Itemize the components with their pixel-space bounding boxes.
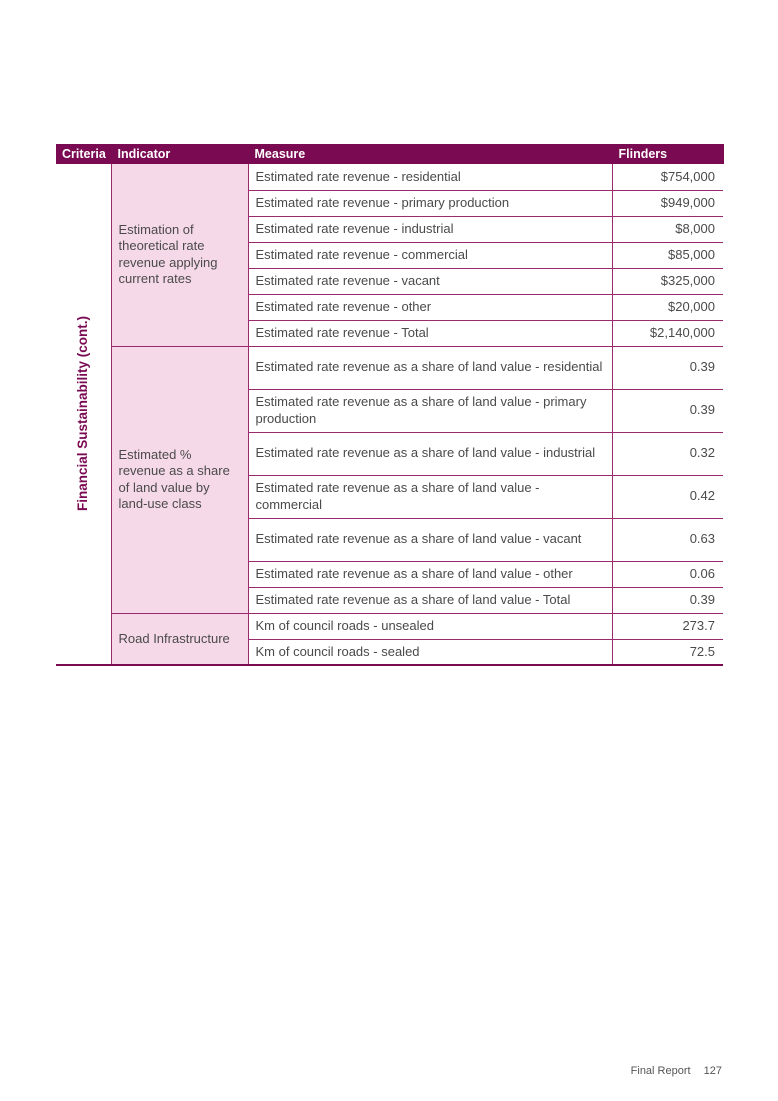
header-measure: Measure — [248, 144, 612, 164]
measure-cell: Estimated rate revenue as a share of land value - Total — [248, 587, 612, 613]
value-cell: $8,000 — [612, 216, 723, 242]
value-cell: 0.39 — [612, 389, 723, 432]
measure-cell: Estimated rate revenue as a share of land value - vacant — [248, 518, 612, 561]
data-table — [56, 144, 724, 666]
value-cell: 0.06 — [612, 561, 723, 587]
value-cell: 0.39 — [612, 346, 723, 389]
indicator-cell: Estimated % revenue as a share of land value by land-use class — [111, 346, 248, 613]
value-cell: $2,140,000 — [612, 320, 723, 346]
value-cell: $20,000 — [612, 294, 723, 320]
measure-cell: Estimated rate revenue as a share of land value - commercial — [248, 475, 612, 518]
header-criteria: Criteria — [56, 144, 111, 164]
criteria-cell — [56, 164, 111, 665]
measure-cell: Estimated rate revenue - industrial — [248, 216, 612, 242]
measure-cell: Km of council roads - unsealed — [248, 613, 612, 639]
page-footer — [621, 1065, 722, 1077]
header-flinders: Flinders — [612, 144, 723, 164]
criteria-label: Financial Sustainability (cont.) — [75, 316, 90, 512]
measure-cell: Estimated rate revenue - other — [248, 294, 612, 320]
value-cell: 0.39 — [612, 587, 723, 613]
table-row — [56, 613, 723, 639]
value-cell: $325,000 — [612, 268, 723, 294]
value-cell: 0.32 — [612, 432, 723, 475]
measure-cell: Estimated rate revenue as a share of land value - residential — [248, 346, 612, 389]
indicator-cell: Estimation of theoretical rate revenue applying current rates — [111, 164, 248, 346]
value-cell: 0.63 — [612, 518, 723, 561]
value-cell: 0.42 — [612, 475, 723, 518]
indicator-cell: Road Infrastructure — [111, 613, 248, 665]
header-row — [56, 144, 723, 164]
measure-cell: Estimated rate revenue - commercial — [248, 242, 612, 268]
header-indicator: Indicator — [111, 144, 248, 164]
measure-cell: Estimated rate revenue as a share of land value - industrial — [248, 432, 612, 475]
value-cell: 72.5 — [612, 639, 723, 665]
measure-cell: Estimated rate revenue - residential — [248, 164, 612, 190]
value-cell: $949,000 — [612, 190, 723, 216]
value-cell: $754,000 — [612, 164, 723, 190]
measure-cell: Estimated rate revenue - Total — [248, 320, 612, 346]
measure-cell: Km of council roads - sealed — [248, 639, 612, 665]
measure-cell: Estimated rate revenue as a share of land value - other — [248, 561, 612, 587]
table-row — [56, 346, 723, 389]
footer-label: Final Report — [630, 1065, 691, 1077]
value-cell: $85,000 — [612, 242, 723, 268]
table-row — [56, 164, 723, 190]
measure-cell: Estimated rate revenue - primary production — [248, 190, 612, 216]
measure-cell: Estimated rate revenue - vacant — [248, 268, 612, 294]
page-number: 127 — [703, 1065, 722, 1077]
measure-cell: Estimated rate revenue as a share of land value - primary production — [248, 389, 612, 432]
value-cell: 273.7 — [612, 613, 723, 639]
